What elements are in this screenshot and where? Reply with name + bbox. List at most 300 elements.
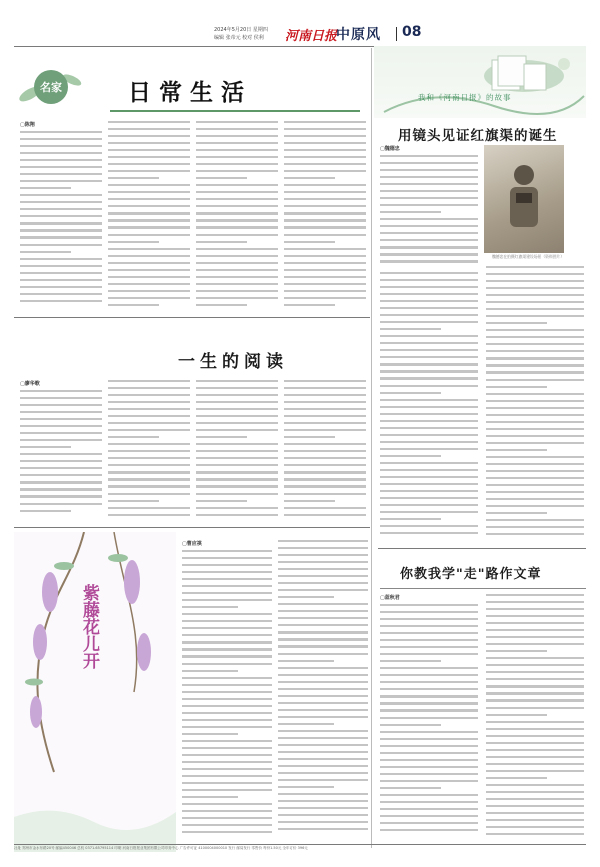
text-line (182, 691, 272, 693)
text-line (380, 232, 478, 234)
text-line (278, 786, 334, 788)
text-line (182, 684, 272, 686)
text-line (20, 145, 102, 147)
text-line (108, 198, 190, 200)
text-line (108, 177, 159, 179)
text-line (380, 183, 478, 185)
text-line (486, 315, 584, 317)
text-line (380, 829, 478, 831)
essay2-column-4 (284, 380, 366, 522)
text-line (486, 728, 584, 730)
text-line (380, 815, 478, 817)
text-line (380, 604, 478, 606)
text-line (486, 456, 584, 458)
text-line (486, 819, 584, 821)
text-line (182, 705, 272, 707)
text-line (196, 248, 278, 250)
essay3-author: ▢曹应祺 (182, 541, 202, 547)
article-title-daily-life: 日常生活 (128, 79, 252, 106)
text-line (196, 226, 278, 228)
issue-date: 2024年5月20日 星期四 (214, 27, 268, 33)
text-line (182, 824, 272, 826)
text-line (380, 773, 478, 775)
text-line (284, 142, 366, 144)
text-line (486, 636, 584, 638)
text-line (380, 483, 478, 485)
text-line (284, 248, 366, 250)
text-line (380, 413, 478, 415)
text-line (182, 571, 272, 573)
article-title-wisteria (79, 584, 99, 669)
text-line (108, 212, 190, 214)
text-line (380, 441, 478, 443)
banner-illustration (374, 46, 586, 118)
article2-column-2 (486, 266, 584, 544)
text-line (278, 772, 368, 774)
text-line (380, 399, 478, 401)
text-line (486, 833, 584, 835)
text-line (284, 121, 366, 123)
text-line (486, 280, 584, 282)
text-line (380, 155, 478, 157)
text-line (486, 692, 584, 694)
series-banner-title: 我和《河南日报》的故事 (418, 93, 512, 102)
text-line (380, 406, 478, 408)
article2-bottom-rule (378, 548, 586, 549)
text-line (20, 131, 102, 133)
text-line (196, 429, 278, 431)
text-line (284, 205, 366, 207)
text-line (278, 547, 368, 549)
text-line (380, 342, 478, 344)
essay1-bottom-rule (14, 317, 370, 318)
text-line (284, 394, 366, 396)
text-line (380, 293, 478, 295)
text-line (108, 380, 190, 382)
text-line (380, 611, 478, 613)
text-line (182, 768, 272, 770)
text-line (278, 716, 368, 718)
text-line (380, 794, 478, 796)
text-line (380, 385, 478, 387)
text-line (380, 392, 441, 394)
text-line (380, 653, 478, 655)
text-line (196, 443, 278, 445)
text-line (380, 321, 478, 323)
text-line (486, 463, 584, 465)
text-line (284, 212, 366, 214)
text-line (108, 471, 190, 473)
text-line (278, 624, 368, 626)
text-line (20, 453, 102, 455)
text-line (196, 219, 278, 221)
text-line (182, 592, 272, 594)
text-line (380, 766, 478, 768)
text-line (380, 731, 478, 733)
text-line (486, 763, 584, 765)
text-line (196, 234, 278, 236)
text-line (20, 173, 102, 175)
text-line (380, 709, 478, 711)
essay3-column-2 (278, 540, 368, 842)
text-line (20, 510, 71, 512)
text-line (20, 215, 102, 217)
text-line (380, 286, 478, 288)
text-line (284, 149, 366, 151)
text-line (278, 589, 368, 591)
text-line (196, 290, 278, 292)
text-line (380, 279, 478, 281)
text-line (278, 540, 368, 542)
text-line (486, 364, 584, 366)
text-line (380, 497, 478, 499)
text-line (380, 448, 478, 450)
text-line (182, 747, 272, 749)
text-line (108, 401, 190, 403)
editor-credits: 编辑 张帝元 校对 侯利 (214, 35, 264, 41)
text-line (182, 655, 272, 657)
text-line (182, 761, 272, 763)
text-line (108, 234, 190, 236)
text-line (182, 726, 272, 728)
text-line (486, 791, 584, 793)
text-line (182, 810, 272, 812)
text-line (278, 681, 368, 683)
text-line (108, 514, 190, 516)
text-line (278, 695, 368, 697)
text-line (486, 343, 584, 345)
text-line (486, 714, 547, 716)
text-line (486, 470, 584, 472)
essay3-column-1 (182, 550, 272, 842)
text-line (284, 387, 366, 389)
text-line (20, 432, 102, 434)
text-line (486, 371, 584, 373)
essay2-bottom-rule (14, 527, 370, 528)
text-line (380, 469, 478, 471)
text-line (380, 674, 478, 676)
text-line (380, 307, 478, 309)
text-line (380, 197, 478, 199)
text-line (108, 290, 190, 292)
text-line (108, 485, 190, 487)
text-line (278, 582, 368, 584)
text-line (284, 500, 335, 502)
text-line (284, 177, 335, 179)
text-line (108, 457, 190, 459)
text-line (20, 251, 71, 253)
text-line (108, 283, 190, 285)
text-line (486, 273, 584, 275)
text-line (20, 418, 102, 420)
text-line (278, 814, 368, 816)
text-line (284, 283, 366, 285)
text-line (284, 514, 366, 516)
text-line (20, 187, 71, 189)
text-line (182, 627, 272, 629)
text-line (380, 724, 441, 726)
text-line (380, 667, 478, 669)
article-title-lifelong-reading: 一生的阅读 (178, 352, 288, 372)
text-line (182, 634, 272, 636)
text-line (278, 723, 334, 725)
text-line (380, 646, 478, 648)
essay1-column-4 (284, 121, 366, 313)
text-line (196, 255, 278, 257)
text-line (278, 807, 368, 809)
text-line (278, 667, 368, 669)
text-line (284, 429, 366, 431)
text-line (20, 411, 102, 413)
text-line (108, 248, 190, 250)
text-line (108, 493, 190, 495)
text-line (486, 435, 584, 437)
text-line (108, 142, 190, 144)
text-line (108, 387, 190, 389)
text-line (20, 390, 102, 392)
text-line (486, 294, 584, 296)
text-line (486, 671, 584, 673)
text-line (278, 596, 334, 598)
text-line (196, 471, 278, 473)
text-line (196, 478, 278, 480)
text-line (108, 276, 190, 278)
text-line (108, 241, 159, 243)
text-line (284, 156, 366, 158)
text-line (196, 493, 278, 495)
text-line (380, 462, 478, 464)
text-line (108, 429, 190, 431)
text-line (278, 821, 368, 823)
text-line (380, 639, 478, 641)
text-line (380, 218, 478, 220)
text-line (380, 349, 478, 351)
text-line (284, 226, 366, 228)
text-line (20, 293, 102, 295)
famous-author-badge: 名家 (34, 70, 68, 104)
text-line (196, 191, 278, 193)
wisteria-flower-icon (14, 532, 176, 852)
text-line (486, 336, 584, 338)
text-line (380, 377, 478, 379)
article2-author: ▢魏德忠 (380, 146, 400, 152)
text-line (108, 191, 190, 193)
text-line (284, 380, 366, 382)
text-line (20, 272, 102, 274)
text-line (486, 608, 584, 610)
text-line (20, 208, 102, 210)
text-line (182, 740, 272, 742)
text-line (486, 664, 584, 666)
text-line (486, 657, 584, 659)
text-line (20, 481, 102, 483)
text-line (108, 121, 190, 123)
text-line (108, 297, 190, 299)
text-line (380, 204, 478, 206)
text-line (108, 205, 190, 207)
text-line (284, 198, 366, 200)
text-line (380, 190, 478, 192)
text-line (182, 578, 272, 580)
text-line (284, 408, 366, 410)
text-line (278, 828, 368, 830)
text-line (196, 142, 278, 144)
text-line (182, 599, 272, 601)
photo-caption: 魏德忠在拍摄红旗渠建设场景（资料图片） (492, 254, 565, 259)
text-line (182, 620, 272, 622)
text-line (486, 812, 584, 814)
text-line (278, 610, 368, 612)
text-line (20, 258, 102, 260)
text-line (380, 632, 478, 634)
text-line (108, 170, 190, 172)
text-line (108, 408, 190, 410)
newspaper-logo: 河南日报 (285, 29, 338, 44)
text-line (182, 719, 272, 721)
text-line (20, 446, 71, 448)
column-divider (371, 48, 372, 848)
text-line (284, 464, 366, 466)
text-line (108, 184, 190, 186)
text-line (380, 801, 478, 803)
text-line (20, 467, 102, 469)
text-line (486, 622, 584, 624)
text-line (380, 370, 478, 372)
wisteria-title-text: 紫藤花儿开 (79, 584, 99, 669)
text-line (380, 660, 441, 662)
text-line (196, 380, 278, 382)
text-line (108, 163, 190, 165)
text-line (20, 244, 102, 246)
text-line (108, 436, 159, 438)
text-line (284, 184, 366, 186)
page-number: 08 (402, 24, 422, 40)
text-line (20, 279, 102, 281)
text-line (278, 631, 368, 633)
text-line (196, 464, 278, 466)
text-line (284, 304, 335, 306)
text-line (380, 518, 441, 520)
text-line (196, 241, 247, 243)
text-line (486, 601, 584, 603)
text-line (486, 505, 584, 507)
essay1-column-3 (196, 121, 278, 313)
text-line (284, 450, 366, 452)
text-line (196, 276, 278, 278)
text-line (20, 236, 102, 238)
text-line (284, 255, 366, 257)
text-line (486, 735, 584, 737)
text-line (182, 796, 238, 798)
text-line (196, 507, 278, 509)
article4-author: ▢蓝秋君 (380, 595, 400, 601)
text-line (108, 500, 159, 502)
text-line (182, 663, 272, 665)
text-line (20, 474, 102, 476)
text-line (486, 428, 584, 430)
photographer-figure-icon (484, 145, 564, 253)
text-line (486, 301, 584, 303)
text-line (284, 493, 366, 495)
text-line (278, 702, 368, 704)
text-line (278, 568, 368, 570)
text-line (486, 386, 547, 388)
text-line (20, 404, 102, 406)
text-line (182, 677, 272, 679)
text-line (284, 276, 366, 278)
text-line (182, 557, 272, 559)
text-line (278, 758, 368, 760)
masthead-separator (396, 27, 397, 41)
text-line (278, 561, 368, 563)
text-line (182, 789, 272, 791)
text-line (380, 169, 478, 171)
text-line (20, 201, 102, 203)
text-line (380, 260, 478, 262)
text-line (196, 304, 247, 306)
section-name: 中原风 (336, 27, 381, 43)
text-line (196, 408, 278, 410)
text-line (182, 606, 238, 608)
text-line (108, 450, 190, 452)
text-line (196, 205, 278, 207)
text-line (486, 498, 584, 500)
text-line (380, 525, 478, 527)
text-line (278, 730, 368, 732)
text-line (284, 422, 366, 424)
text-line (486, 477, 584, 479)
text-line (196, 394, 278, 396)
text-line (284, 415, 366, 417)
text-line (486, 512, 547, 514)
essay2-column-1 (20, 390, 102, 522)
text-line (486, 484, 584, 486)
text-line (108, 128, 190, 130)
text-line (486, 685, 584, 687)
text-line (380, 328, 441, 330)
article2-column-1b (380, 272, 478, 544)
text-line (278, 645, 368, 647)
text-line (20, 425, 102, 427)
text-line (108, 507, 190, 509)
text-line (380, 427, 478, 429)
text-line (380, 688, 478, 690)
text-line (108, 262, 190, 264)
text-line (196, 415, 278, 417)
text-line (380, 738, 478, 740)
text-line (196, 212, 278, 214)
text-line (486, 777, 547, 779)
text-line (486, 442, 584, 444)
text-line (196, 149, 278, 151)
text-line (20, 286, 102, 288)
text-line (380, 246, 478, 248)
text-line (108, 422, 190, 424)
text-line (284, 478, 366, 480)
title-underline (110, 110, 360, 112)
text-line (380, 532, 478, 534)
text-line (380, 808, 478, 810)
text-line (196, 500, 247, 502)
text-line (486, 756, 584, 758)
text-line (380, 300, 478, 302)
text-line (284, 457, 366, 459)
text-line (486, 526, 584, 528)
text-line (486, 826, 584, 828)
text-line (380, 822, 478, 824)
headline4-rule (380, 588, 586, 589)
text-line (380, 176, 478, 178)
